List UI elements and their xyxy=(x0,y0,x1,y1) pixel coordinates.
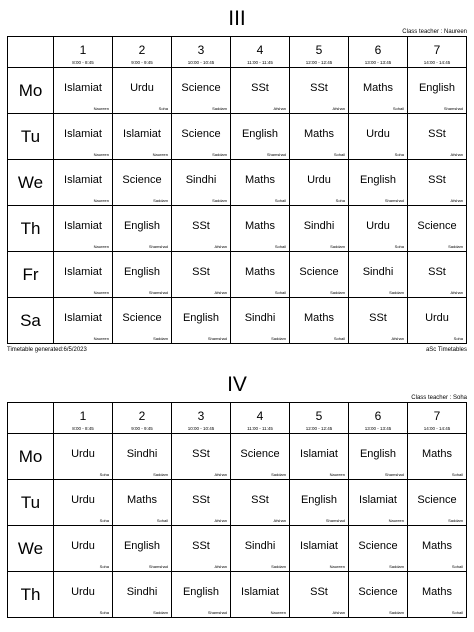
teacher-label: Afshan xyxy=(450,198,463,203)
lesson-cell xyxy=(113,526,172,572)
subject-label: SSt xyxy=(251,494,269,506)
period-time: 13:00 - 13:45 xyxy=(364,60,392,65)
period-time: 14:00 - 14:45 xyxy=(423,60,451,65)
period-number: 6 xyxy=(374,409,382,423)
day-row xyxy=(8,206,467,252)
lesson-cell xyxy=(290,68,349,114)
period-header xyxy=(54,37,113,68)
teacher-label: Shamshad xyxy=(148,244,168,249)
teacher-label: Shamshad xyxy=(384,472,404,477)
subject-label: Islamiat xyxy=(64,128,102,140)
subject-label: Islamiat xyxy=(300,540,338,552)
lesson-cell xyxy=(349,572,408,618)
lesson-cell xyxy=(172,480,231,526)
lesson-cell xyxy=(113,572,172,618)
subject-label: SSt xyxy=(192,540,210,552)
teacher-label: Soha xyxy=(394,152,404,157)
lesson-cell xyxy=(408,160,467,206)
lesson-cell xyxy=(349,114,408,160)
subject-label: Sindhi xyxy=(244,312,276,324)
lesson-cell xyxy=(54,480,113,526)
day-row xyxy=(8,114,467,160)
day-label: Sa xyxy=(8,298,54,344)
subject-label: SSt xyxy=(192,220,210,232)
teacher-label: Afshan xyxy=(450,152,463,157)
teacher-label: Soha xyxy=(158,106,168,111)
period-header-row xyxy=(8,403,467,434)
period-number: 3 xyxy=(197,409,205,423)
period-number: 4 xyxy=(256,409,264,423)
subject-label: Maths xyxy=(245,174,275,186)
lesson-cell xyxy=(113,298,172,344)
teacher-label: Afshan xyxy=(332,106,345,111)
teacher-label: Naureen xyxy=(93,290,109,295)
lesson-cell xyxy=(408,572,467,618)
lesson-cell xyxy=(231,68,290,114)
period-time: 9:00 - 9:45 xyxy=(131,60,153,65)
period-number: 7 xyxy=(433,409,441,423)
teacher-label: Naureen xyxy=(93,106,109,111)
lesson-cell xyxy=(172,572,231,618)
subject-label: Urdu xyxy=(366,220,390,232)
lesson-cell xyxy=(54,114,113,160)
subject-label: Urdu xyxy=(71,448,95,460)
teacher-label: Afshan xyxy=(391,336,404,341)
teacher-label: Sohail xyxy=(333,152,345,157)
day-label: We xyxy=(8,526,54,572)
lesson-cell xyxy=(408,206,467,252)
lesson-cell xyxy=(113,252,172,298)
period-time: 8:00 - 8:45 xyxy=(72,426,94,431)
subject-label: Science xyxy=(181,82,221,94)
subject-label: English xyxy=(123,266,161,278)
lesson-cell xyxy=(113,160,172,206)
lesson-cell xyxy=(54,434,113,480)
class-teacher: Class teacher : Naureen xyxy=(402,29,467,35)
teacher-label: Afshan xyxy=(214,290,227,295)
period-header xyxy=(54,403,113,434)
teacher-label: Shamshad xyxy=(384,198,404,203)
lesson-cell xyxy=(54,572,113,618)
timetable-iii xyxy=(7,0,467,360)
period-time: 8:00 - 8:45 xyxy=(72,60,94,65)
teacher-label: Afshan xyxy=(214,244,227,249)
subject-label: SSt xyxy=(310,82,328,94)
subject-label: SSt xyxy=(310,586,328,598)
subject-label: Sindhi xyxy=(126,586,158,598)
period-header xyxy=(349,403,408,434)
period-time: 10:00 - 10:45 xyxy=(187,426,215,431)
corner-cell xyxy=(8,403,54,434)
lesson-cell xyxy=(231,206,290,252)
period-time: 11:00 - 11:45 xyxy=(247,60,273,65)
subject-label: Islamiat xyxy=(64,82,102,94)
lesson-cell xyxy=(408,68,467,114)
subject-label: Science xyxy=(122,174,162,186)
subject-label: Science xyxy=(417,220,457,232)
subject-label: Maths xyxy=(304,312,334,324)
subject-label: Islamiat xyxy=(359,494,397,506)
period-header xyxy=(172,37,231,68)
teacher-label: Naureen xyxy=(93,198,109,203)
timetable-iv xyxy=(7,366,467,632)
period-header xyxy=(290,37,349,68)
subject-label: Maths xyxy=(422,448,452,460)
teacher-label: Shamshad xyxy=(207,610,227,615)
subject-label: English xyxy=(418,82,456,94)
period-time: 11:00 - 11:45 xyxy=(247,426,273,431)
teacher-label: Afshan xyxy=(273,518,286,523)
teacher-label: Afshan xyxy=(450,290,463,295)
period-number: 6 xyxy=(374,43,382,57)
lesson-cell xyxy=(231,434,290,480)
period-header xyxy=(290,403,349,434)
teacher-label: Saddam xyxy=(389,564,404,569)
subject-label: Islamiat xyxy=(64,266,102,278)
subject-label: Urdu xyxy=(307,174,331,186)
subject-label: SSt xyxy=(369,312,387,324)
lesson-cell xyxy=(113,68,172,114)
teacher-label: Shamshad xyxy=(207,336,227,341)
timetable-grid xyxy=(7,36,467,344)
subject-label: English xyxy=(300,494,338,506)
corner-cell xyxy=(8,37,54,68)
teacher-label: Naureen xyxy=(388,518,404,523)
subject-label: Islamiat xyxy=(300,448,338,460)
subject-label: Islamiat xyxy=(64,312,102,324)
teacher-label: Saddam xyxy=(153,336,168,341)
subject-label: SSt xyxy=(428,128,446,140)
period-number: 1 xyxy=(79,409,87,423)
period-number: 2 xyxy=(138,409,146,423)
subject-label: Sindhi xyxy=(126,448,158,460)
teacher-label: Saddam xyxy=(389,290,404,295)
subject-label: Maths xyxy=(363,82,393,94)
subject-label: English xyxy=(359,174,397,186)
period-number: 7 xyxy=(433,43,441,57)
lesson-cell xyxy=(290,298,349,344)
lesson-cell xyxy=(290,526,349,572)
period-time: 10:00 - 10:45 xyxy=(187,60,215,65)
subject-label: Science xyxy=(417,494,457,506)
period-time: 12:00 - 12:45 xyxy=(305,426,333,431)
subject-label: Islamiat xyxy=(123,128,161,140)
period-header xyxy=(231,403,290,434)
period-number: 5 xyxy=(315,43,323,57)
subject-label: Maths xyxy=(304,128,334,140)
subject-label: Science xyxy=(181,128,221,140)
subject-label: Maths xyxy=(422,586,452,598)
timetable-body xyxy=(8,434,467,618)
lesson-cell xyxy=(54,298,113,344)
lesson-cell xyxy=(349,68,408,114)
subject-label: SSt xyxy=(192,494,210,506)
period-time: 9:00 - 9:45 xyxy=(131,426,153,431)
lesson-cell xyxy=(54,526,113,572)
subject-label: English xyxy=(123,220,161,232)
lesson-cell xyxy=(54,160,113,206)
day-row xyxy=(8,68,467,114)
footer-generated: Timetable generated:6/5/2023 xyxy=(7,347,87,353)
period-header xyxy=(113,37,172,68)
day-row xyxy=(8,434,467,480)
subject-label: Urdu xyxy=(71,540,95,552)
teacher-label: Sohail xyxy=(333,336,345,341)
subject-label: Science xyxy=(358,586,398,598)
lesson-cell xyxy=(349,298,408,344)
period-number: 2 xyxy=(138,43,146,57)
subject-label: Sindhi xyxy=(362,266,394,278)
lesson-cell xyxy=(290,160,349,206)
teacher-label: Shamshad xyxy=(266,152,286,157)
period-number: 5 xyxy=(315,409,323,423)
lesson-cell xyxy=(231,572,290,618)
timetable-title: III xyxy=(228,7,246,30)
lesson-cell xyxy=(231,160,290,206)
day-row xyxy=(8,160,467,206)
teacher-label: Saddam xyxy=(212,106,227,111)
teacher-label: Shamshad xyxy=(443,106,463,111)
subject-label: Islamiat xyxy=(64,220,102,232)
teacher-label: Saddam xyxy=(271,472,286,477)
teacher-label: Saddam xyxy=(153,198,168,203)
period-number: 3 xyxy=(197,43,205,57)
lesson-cell xyxy=(408,252,467,298)
lesson-cell xyxy=(290,480,349,526)
teacher-label: Shamshad xyxy=(325,518,345,523)
lesson-cell xyxy=(113,206,172,252)
subject-label: English xyxy=(241,128,279,140)
teacher-label: Saddam xyxy=(153,472,168,477)
subject-label: English xyxy=(182,586,220,598)
subject-label: Science xyxy=(122,312,162,324)
teacher-label: Naureen xyxy=(270,610,286,615)
teacher-label: Soha xyxy=(335,198,345,203)
teacher-label: Saddam xyxy=(330,290,345,295)
teacher-label: Afshan xyxy=(273,106,286,111)
lesson-cell xyxy=(408,298,467,344)
subject-label: Sindhi xyxy=(185,174,217,186)
teacher-label: Shamshad xyxy=(148,564,168,569)
subject-label: SSt xyxy=(251,82,269,94)
subject-label: Islamiat xyxy=(241,586,279,598)
teacher-label: Naureen xyxy=(329,564,345,569)
teacher-label: Naureen xyxy=(152,152,168,157)
period-header xyxy=(231,37,290,68)
lesson-cell xyxy=(172,68,231,114)
lesson-cell xyxy=(290,114,349,160)
period-time: 14:00 - 14:45 xyxy=(423,426,451,431)
lesson-cell xyxy=(349,206,408,252)
lesson-cell xyxy=(349,434,408,480)
subject-label: Urdu xyxy=(425,312,449,324)
subject-label: Urdu xyxy=(366,128,390,140)
lesson-cell xyxy=(349,252,408,298)
teacher-label: Naureen xyxy=(329,472,345,477)
day-label: Tu xyxy=(8,114,54,160)
lesson-cell xyxy=(290,252,349,298)
teacher-label: Saddam xyxy=(271,336,286,341)
lesson-cell xyxy=(113,434,172,480)
teacher-label: Afshan xyxy=(214,564,227,569)
period-header xyxy=(172,403,231,434)
period-header xyxy=(408,403,467,434)
lesson-cell xyxy=(113,480,172,526)
teacher-label: Sohail xyxy=(392,106,404,111)
day-label: Th xyxy=(8,206,54,252)
teacher-label: Saddam xyxy=(212,198,227,203)
subject-label: English xyxy=(182,312,220,324)
teacher-label: Shamshad xyxy=(148,290,168,295)
teacher-label: Soha xyxy=(394,244,404,249)
subject-label: Science xyxy=(240,448,280,460)
subject-label: Maths xyxy=(245,266,275,278)
period-header xyxy=(349,37,408,68)
lesson-cell xyxy=(290,434,349,480)
lesson-cell xyxy=(172,160,231,206)
lesson-cell xyxy=(172,434,231,480)
teacher-label: Saddam xyxy=(212,152,227,157)
lesson-cell xyxy=(231,298,290,344)
teacher-label: Sohail xyxy=(156,518,168,523)
lesson-cell xyxy=(408,114,467,160)
teacher-label: Saddam xyxy=(271,564,286,569)
subject-label: Urdu xyxy=(71,586,95,598)
lesson-cell xyxy=(113,114,172,160)
lesson-cell xyxy=(172,298,231,344)
lesson-cell xyxy=(408,526,467,572)
teacher-label: Soha xyxy=(99,518,109,523)
subject-label: Science xyxy=(299,266,339,278)
day-row xyxy=(8,572,467,618)
period-header xyxy=(408,37,467,68)
day-label: Th xyxy=(8,572,54,618)
lesson-cell xyxy=(290,206,349,252)
lesson-cell xyxy=(408,434,467,480)
subject-label: Islamiat xyxy=(64,174,102,186)
lesson-cell xyxy=(349,526,408,572)
lesson-cell xyxy=(231,480,290,526)
timetable-body xyxy=(8,68,467,344)
subject-label: Maths xyxy=(245,220,275,232)
day-label: Tu xyxy=(8,480,54,526)
teacher-label: Sohail xyxy=(274,290,286,295)
period-header xyxy=(113,403,172,434)
teacher-label: Soha xyxy=(99,564,109,569)
period-time: 13:00 - 13:45 xyxy=(364,426,392,431)
subject-label: Urdu xyxy=(71,494,95,506)
teacher-label: Afshan xyxy=(214,518,227,523)
day-row xyxy=(8,480,467,526)
teacher-label: Afshan xyxy=(214,472,227,477)
teacher-label: Saddam xyxy=(330,244,345,249)
teacher-label: Naureen xyxy=(93,152,109,157)
lesson-cell xyxy=(54,68,113,114)
teacher-label: Sohail xyxy=(451,564,463,569)
lesson-cell xyxy=(231,252,290,298)
teacher-label: Sohail xyxy=(451,472,463,477)
teacher-label: Soha xyxy=(99,610,109,615)
teacher-label: Sohail xyxy=(274,244,286,249)
period-time: 12:00 - 12:45 xyxy=(305,60,333,65)
lesson-cell xyxy=(408,480,467,526)
period-number: 4 xyxy=(256,43,264,57)
lesson-cell xyxy=(54,206,113,252)
teacher-label: Afshan xyxy=(332,610,345,615)
subject-label: Maths xyxy=(127,494,157,506)
class-teacher: Class teacher : Soha xyxy=(411,395,467,401)
footer-brand: aSc Timetables xyxy=(425,347,467,353)
lesson-cell xyxy=(172,114,231,160)
teacher-label: Saddam xyxy=(448,518,463,523)
lesson-cell xyxy=(54,252,113,298)
subject-label: Science xyxy=(358,540,398,552)
period-header-row xyxy=(8,37,467,68)
day-label: Fr xyxy=(8,252,54,298)
subject-label: SSt xyxy=(192,266,210,278)
day-row xyxy=(8,526,467,572)
teacher-label: Sohail xyxy=(451,610,463,615)
lesson-cell xyxy=(290,572,349,618)
day-label: Mo xyxy=(8,434,54,480)
teacher-label: Saddam xyxy=(389,610,404,615)
subject-label: English xyxy=(359,448,397,460)
teacher-label: Soha xyxy=(453,336,463,341)
subject-label: SSt xyxy=(428,266,446,278)
timetable-title: IV xyxy=(227,373,247,396)
subject-label: Sindhi xyxy=(244,540,276,552)
day-label: Mo xyxy=(8,68,54,114)
teacher-label: Naureen xyxy=(93,244,109,249)
lesson-cell xyxy=(172,252,231,298)
day-label: We xyxy=(8,160,54,206)
period-number: 1 xyxy=(79,43,87,57)
lesson-cell xyxy=(172,206,231,252)
timetable-grid xyxy=(7,402,467,618)
lesson-cell xyxy=(172,526,231,572)
lesson-cell xyxy=(349,480,408,526)
lesson-cell xyxy=(349,160,408,206)
subject-label: Sindhi xyxy=(303,220,335,232)
subject-label: SSt xyxy=(192,448,210,460)
teacher-label: Saddam xyxy=(448,244,463,249)
teacher-label: Naureen xyxy=(93,336,109,341)
day-row xyxy=(8,298,467,344)
subject-label: English xyxy=(123,540,161,552)
teacher-label: Soha xyxy=(99,472,109,477)
subject-label: Urdu xyxy=(130,82,154,94)
subject-label: SSt xyxy=(428,174,446,186)
teacher-label: Sohail xyxy=(274,198,286,203)
lesson-cell xyxy=(231,114,290,160)
day-row xyxy=(8,252,467,298)
subject-label: Maths xyxy=(422,540,452,552)
lesson-cell xyxy=(231,526,290,572)
teacher-label: Saddam xyxy=(153,610,168,615)
